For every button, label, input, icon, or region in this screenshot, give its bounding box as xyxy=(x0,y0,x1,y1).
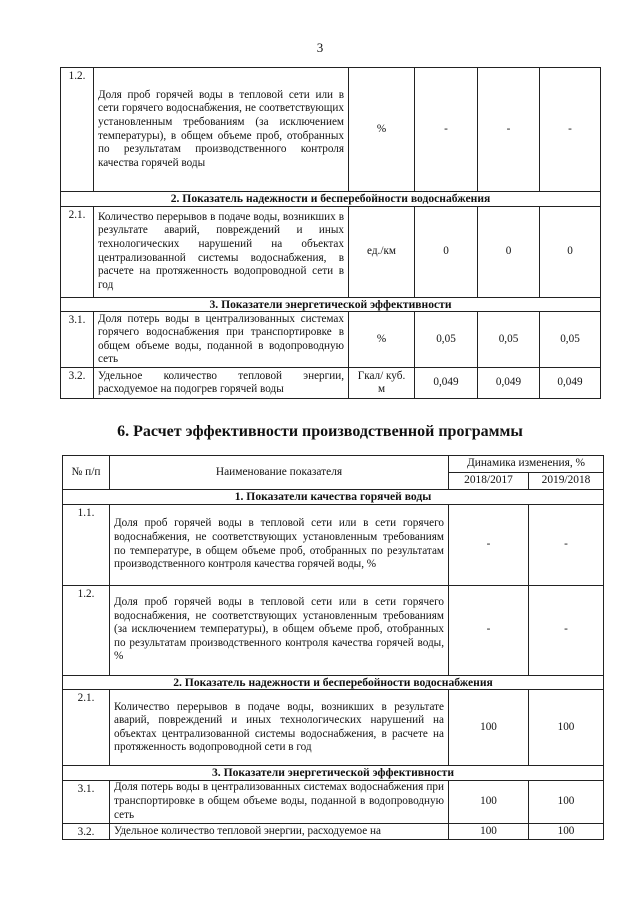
row-number: 3.1. xyxy=(61,312,94,368)
row-number: 1.2. xyxy=(61,68,94,192)
row-number: 1.2. xyxy=(63,585,110,675)
value-2019-2018: 100 xyxy=(529,823,604,840)
indicator-name: Удельное количество тепловой энергии, расходуемое на xyxy=(110,823,449,840)
table-row xyxy=(61,68,601,192)
header-2018-2017: 2018/2017 xyxy=(449,473,529,490)
value-1: - xyxy=(415,68,478,192)
section-title: 2. Показатель надежности и бесперебойности водоснабжения xyxy=(61,192,601,207)
section-title: 1. Показатели качества горячей воды xyxy=(63,490,604,505)
value-3: 0,05 xyxy=(540,312,601,368)
indicator-name: Доля потерь воды в централизованных системах водоснабжения при транспортировке в общем объеме воды, поданной в водопроводную сеть xyxy=(110,780,449,823)
value-2018-2017: - xyxy=(449,585,529,675)
efficiency-table xyxy=(62,455,604,840)
indicator-name: Доля потерь воды в централизованных системах горячего водоснабжения при транспортировке в общем объеме воды, поданной в водопроводную сеть xyxy=(94,312,349,368)
value-2019-2018: - xyxy=(529,504,604,585)
row-number: 3.2. xyxy=(61,368,94,399)
value-3: 0,049 xyxy=(540,368,601,399)
row-number: 3.1. xyxy=(63,780,110,823)
table-row xyxy=(63,780,604,823)
value-2018-2017: - xyxy=(449,504,529,585)
section-title: 3. Показатели энергетической эффективности xyxy=(61,297,601,312)
value-2019-2018: - xyxy=(529,585,604,675)
section-row xyxy=(61,297,601,312)
section-title: 3. Показатели энергетической эффективности xyxy=(63,766,604,781)
value-2018-2017: 100 xyxy=(449,780,529,823)
value-1: 0,049 xyxy=(415,368,478,399)
table-row xyxy=(63,823,604,840)
value-2019-2018: 100 xyxy=(529,690,604,766)
section-row xyxy=(63,490,604,505)
table-row xyxy=(63,690,604,766)
table-row xyxy=(63,504,604,585)
unit: % xyxy=(349,68,415,192)
header-number: № п/п xyxy=(63,456,110,490)
value-2: 0,05 xyxy=(478,312,540,368)
row-number: 1.1. xyxy=(63,504,110,585)
value-1: 0,05 xyxy=(415,312,478,368)
table-row xyxy=(61,206,601,297)
value-2: 0,049 xyxy=(478,368,540,399)
table-row xyxy=(61,368,601,399)
section-row xyxy=(63,675,604,690)
header-dynamics: Динамика изменения, % xyxy=(449,456,604,473)
value-2018-2017: 100 xyxy=(449,823,529,840)
table-row xyxy=(61,312,601,368)
row-number: 2.1. xyxy=(63,690,110,766)
value-2: 0 xyxy=(478,206,540,297)
indicators-table-continued xyxy=(60,67,601,399)
indicator-name: Доля проб горячей воды в тепловой сети или в сети горячего водоснабжения, не соответствующих установленным требованиям (за исключением температуры), в общем объеме проб, отобранных по результатам производственного контроля качества горячей воды xyxy=(94,68,349,192)
row-number: 2.1. xyxy=(61,206,94,297)
indicator-name: Доля проб горячей воды в тепловой сети или в сети горячего водоснабжения, не соответствующих установленным требованиям по температуре, в общем объеме проб, отобранных по результатам производственного контроля качества горячей воды, % xyxy=(110,504,449,585)
unit: % xyxy=(349,312,415,368)
value-1: 0 xyxy=(415,206,478,297)
table-row xyxy=(63,585,604,675)
value-2: - xyxy=(478,68,540,192)
page-number: 3 xyxy=(316,40,324,55)
section-row xyxy=(63,766,604,781)
value-2018-2017: 100 xyxy=(449,690,529,766)
value-3: 0 xyxy=(540,206,601,297)
section-title: 2. Показатель надежности и бесперебойности водоснабжения xyxy=(63,675,604,690)
value-3: - xyxy=(540,68,601,192)
header-2019-2018: 2019/2018 xyxy=(529,473,604,490)
row-number: 3.2. xyxy=(63,823,110,840)
indicator-name: Доля проб горячей воды в тепловой сети или в сети горячего водоснабжения, не соответствующих установленным требованиям (за исключением температуры), в общем объеме проб, отобранных по результатам производственного контроля качества горячей воды, % xyxy=(110,585,449,675)
indicator-name: Удельное количество тепловой энергии, расходуемое на подогрев горячей воды xyxy=(94,368,349,399)
indicator-name: Количество перерывов в подаче воды, возникших в результате аварий, повреждений и иных технологических нарушений на объектах централизованной системы водоснабжения, в расчете на протяженность водопроводной сети в год xyxy=(110,690,449,766)
unit: Гкал/ куб. м xyxy=(349,368,415,399)
header-indicator-name: Наименование показателя xyxy=(110,456,449,490)
section-row xyxy=(61,192,601,207)
indicator-name: Количество перерывов в подаче воды, возникших в результате аварий, повреждений и иных технологических нарушений на объектах централизованной системы водоснабжения, в расчете на протяженность водопроводной сети в год xyxy=(94,206,349,297)
unit: ед./км xyxy=(349,206,415,297)
value-2019-2018: 100 xyxy=(529,780,604,823)
section-heading: 6. Расчет эффективности производственной программы xyxy=(117,423,523,440)
